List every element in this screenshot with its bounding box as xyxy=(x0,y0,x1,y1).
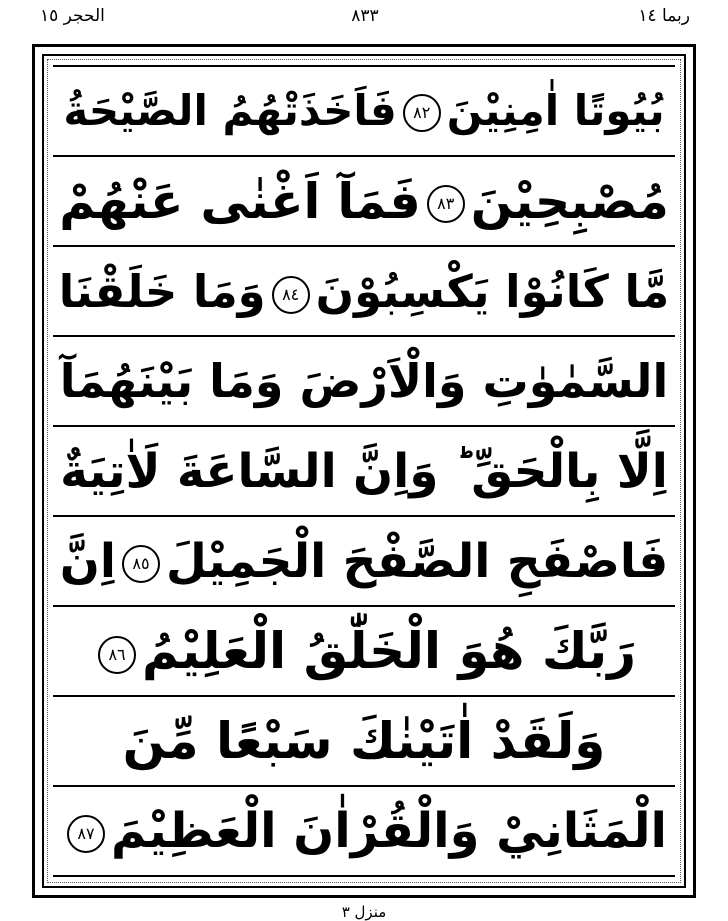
verse-line xyxy=(53,787,675,877)
verse-text: مَّا كَانُوْا يَكْسِبُوْنَ٨٤وَمَا خَلَقْنَا xyxy=(58,264,670,318)
ayah-marker: ٨٧ xyxy=(67,815,105,853)
verse-text: السَّمٰوٰتِ وَالْاَرْضَ وَمَا بَيْنَهُمَآ xyxy=(59,354,669,408)
verse-line xyxy=(53,67,675,157)
juz-name: ربما ١٤ xyxy=(638,6,690,26)
ayah-marker: ٨٢ xyxy=(403,94,441,132)
surah-name: الحجر ١٥ xyxy=(40,6,105,26)
verse-line xyxy=(53,247,675,337)
ayah-marker: ٨٥ xyxy=(122,545,160,583)
manzil-footer: منزل ٣ xyxy=(341,903,387,921)
ayah-marker: ٨٦ xyxy=(98,636,136,674)
verse-text: بُيُوتًا اٰمِنِيْنَ٨٢فَاَخَذَتْهُمُ الصَّيْحَةُ xyxy=(63,85,665,135)
verse-lines xyxy=(53,65,675,877)
page-number: ٨٣٣ xyxy=(351,6,379,26)
verse-text: اِلَّا بِالْحَقِّ ؕ وَاِنَّ السَّاعَةَ لَاٰتِيَةٌ xyxy=(60,443,668,499)
verse-line xyxy=(53,607,675,697)
verse-line xyxy=(53,337,675,427)
verse-text: فَاصْفَحِ الصَّفْحَ الْجَمِيْلَ٨٥اِنَّ xyxy=(59,533,669,589)
ayah-marker: ٨٣ xyxy=(427,185,465,223)
verse-text: رَبَّكَ هُوَ الْخَلّٰقُ الْعَلِيْمُ٨٦ xyxy=(92,626,636,676)
verse-line xyxy=(53,157,675,247)
ayah-marker: ٨٤ xyxy=(272,276,310,314)
page-frame xyxy=(32,44,696,898)
verse-line xyxy=(53,427,675,517)
page-header xyxy=(40,6,690,38)
verse-text: وَلَقَدْ اٰتَيْنٰكَ سَبْعًا مِّنَ xyxy=(122,712,606,770)
verse-line xyxy=(53,517,675,607)
verse-text: الْمَثَانِيْ وَالْقُرْاٰنَ الْعَظِيْمَ٨٧ xyxy=(61,807,667,855)
verse-text: مُصْبِحِيْنَ٨٣فَمَآ اَغْنٰى عَنْهُمْ xyxy=(59,172,669,230)
verse-line xyxy=(53,697,675,787)
